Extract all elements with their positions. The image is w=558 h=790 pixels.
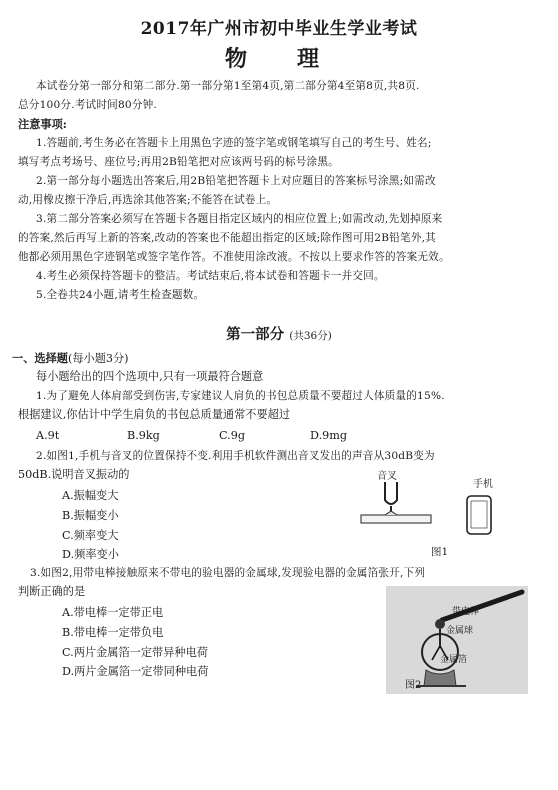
part-one-heading (0, 323, 558, 344)
part-one-title: 第一部分 (226, 326, 285, 343)
question-3-option-b: B.带电棒一定带负电 (62, 626, 164, 639)
note-line: 1.答题前,考生务必在答题卡上用黑色字迹的签字笔或钢笔填写自己的考生号、姓名; (36, 137, 432, 149)
question-3-line-2: 判断正确的是 (18, 585, 86, 598)
question-2-option-a: A.振幅变大 (62, 489, 119, 502)
phone-label: 手机 (473, 479, 493, 490)
question-3-line-1: 3.如图2,用带电棒接触原来不带电的验电器的金属球,发现验电器的金属箔张开,下列 (30, 567, 426, 579)
phone-icon (467, 496, 491, 534)
section-title: 一、选择题 (12, 351, 68, 365)
question-2-option-c: C.频率变大 (62, 529, 119, 542)
tuning-fork-icon (361, 482, 431, 523)
note-line: 填写考点考场号、座位号;再用2B铅笔把对应该两号码的标号涂黑。 (18, 156, 339, 168)
tuning-fork-label: 音叉 (377, 471, 397, 482)
question-1-line-2: 根据建议,你估计中学生肩负的书包总质量通常不要超过 (18, 408, 291, 421)
figure-2-caption: 图2 (405, 680, 422, 691)
question-2-option-d: D.频率变小 (62, 548, 119, 561)
notes-heading: 注意事项: (18, 117, 67, 131)
question-1-option-a: A.9t (36, 429, 60, 442)
intro-line-2: 总分100分.考试时间80分钟. (18, 99, 157, 111)
intro-line-1: 本试卷分第一部分和第二部分.第一部分第1至第4页,第二部分第4至第8页,共8页. (36, 80, 420, 92)
question-3-option-d: D.两片金属箔一定带同种电荷 (62, 665, 209, 678)
note-line: 2.第一部分每小题选出答案后,用2B铅笔把答题卡上对应题目的答案标号涂黑;如需改 (36, 175, 436, 187)
note-line: 4.考生必须保持答题卡的整洁。考试结束后,将本试卷和答题卡一并交回。 (36, 270, 385, 282)
note-line: 3.第二部分答案必须写在答题卡各题目指定区域内的相应位置上;如需改动,先划掉原来 (36, 213, 443, 225)
note-line: 他都必须用黑色字迹钢笔或签字笔作答。不准使用涂改液。不按以上要求作答的答案无效。 (18, 251, 450, 263)
figure-1-caption: 图1 (431, 546, 449, 558)
part-one-points: (共36分) (289, 330, 332, 342)
figure-1-drawing (355, 478, 515, 540)
section-instruction: 每小题给出的四个选项中,只有一项最符合题意 (36, 370, 264, 383)
question-3-option-a: A.带电棒一定带正电 (62, 606, 164, 619)
note-line: 动,用橡皮擦干净后,再选涂其他答案;不能答在试卷上。 (18, 194, 278, 206)
question-1-line-1: 1.为了避免人体肩部受到伤害,专家建议人肩负的书包总质量不要超过人体质量的15%. (36, 390, 445, 402)
question-2-line-2: 50dB.说明音叉振动的 (18, 468, 130, 481)
subject-title: 物 理 (224, 46, 333, 72)
question-2-option-b: B.振幅变小 (62, 509, 119, 522)
question-1-option-b: B.9kg (127, 429, 160, 442)
exam-title: 2017年广州市初中毕业生学业考试 (140, 19, 418, 39)
question-1-option-c: C.9g (219, 429, 245, 442)
section-heading (12, 351, 129, 366)
note-line: 5.全卷共24小题,请考生检查题数。 (36, 289, 205, 301)
question-3-option-c: C.两片金属箔一定带异种电荷 (62, 646, 208, 659)
section-points: (每小题3分) (67, 352, 129, 365)
question-1-option-d: D.9mg (310, 429, 348, 442)
rod-label: 带电棒 (452, 607, 480, 617)
note-line: 的答案,然后再写上新的答案,改动的答案也不能超出指定的区域;除作图可用2B铅笔外,其 (18, 232, 436, 244)
foil-label: 金属箔 (440, 655, 468, 665)
ball-label: 金属球 (446, 626, 474, 636)
question-2-line-1: 2.如图1,手机与音叉的位置保持不变.利用手机软件测出音叉发出的声音从30dB变为 (36, 450, 435, 462)
